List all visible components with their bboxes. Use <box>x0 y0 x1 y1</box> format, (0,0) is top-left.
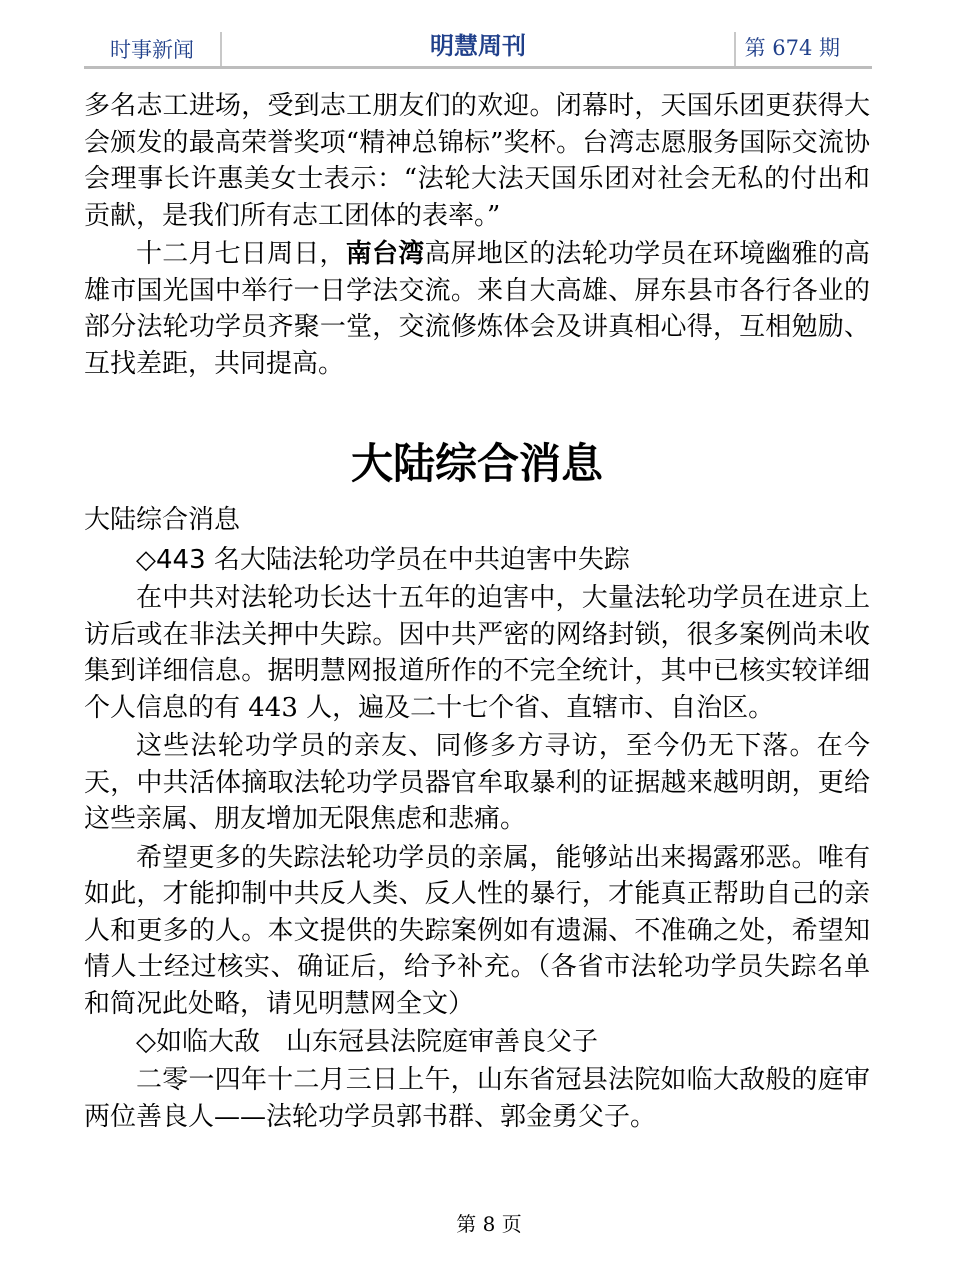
page-header <box>84 26 872 70</box>
item1-paragraph: 在中共对法轮功长达十五年的迫害中，大量法轮功学员在进京上访后或在非法关押中失踪。因中共严密的网络封锁，很多案例尚未收集到详细信息。据明慧网报道所作的不完全统计，其中已核实较详细个人信息的有 443 人，遍及二十七个省、直辖市、自治区。 <box>84 583 870 723</box>
paragraph-south-taiwan <box>84 236 870 382</box>
header-divider-right <box>734 32 736 66</box>
item2-paragraph: 二零一四年十二月三日上午，山东省冠县法院如临大敌般的庭审两位善良人——法轮功学员郭书群、郭金勇父子。 <box>84 1065 870 1132</box>
page-number: 第 8 页 <box>456 1212 522 1236</box>
item-title-guanxian-trial: ◇如临大敌 山东冠县法院庭审善良父子 <box>136 1027 598 1057</box>
header-rule <box>84 66 872 69</box>
item1-paragraph: 希望更多的失踪法轮功学员的亲属，能够站出来揭露邪恶。唯有如此，才能抑制中共反人类、反人性的暴行，才能真正帮助自己的亲人和更多的人。本文提供的失踪案例如有遗漏、不准确之处，希望知情人士经过核实、确证后，给予补充。（各省市法轮功学员失踪名单和简况此处略，请见明慧网全文） <box>84 842 870 1019</box>
item1-paragraph: 这些法轮功学员的亲友、同修多方寻访，至今仍无下落。在今天，中共活体摘取法轮功学员器官牟取暴利的证据越来越明朗，更给这些亲属、朋友增加无限焦虑和悲痛。 <box>84 731 870 834</box>
para-prefix: 十二月七日周日， <box>136 239 346 269</box>
article-body <box>84 88 870 1135</box>
item-title-missing: ◇443 名大陆法轮功学员在中共迫害中失踪 <box>136 545 630 575</box>
para-rest: 高屏地区的法轮功学员在环境幽雅的高雄市国光国中举行一日学法交流。来自大高雄、屏东县市各行各业的部分法轮功学员齐聚一堂，交流修炼体会及讲真相心得，互相勉励、互找差距，共同提高。 <box>84 239 870 379</box>
paragraph-continuation: 多名志工进场，受到志工朋友们的欢迎。闭幕时，天国乐团更获得大会颁发的最高荣誉奖项“精神总锦标”奖杯。台湾志愿服务国际交流协会理事长许惠美女士表示：“法轮大法天国乐团对社会无私的付出和贡献，是我们所有志工团体的表率。” <box>84 91 870 231</box>
header-issue-number: 第 674 期 <box>744 36 840 60</box>
section-title: 大陆综合消息 <box>350 439 603 488</box>
para-bold-place: 南台湾 <box>345 239 425 269</box>
header-publication-title: 明慧周刊 <box>430 32 526 60</box>
header-section-label: 时事新闻 <box>110 38 194 62</box>
section-subhead: 大陆综合消息 <box>84 505 241 535</box>
